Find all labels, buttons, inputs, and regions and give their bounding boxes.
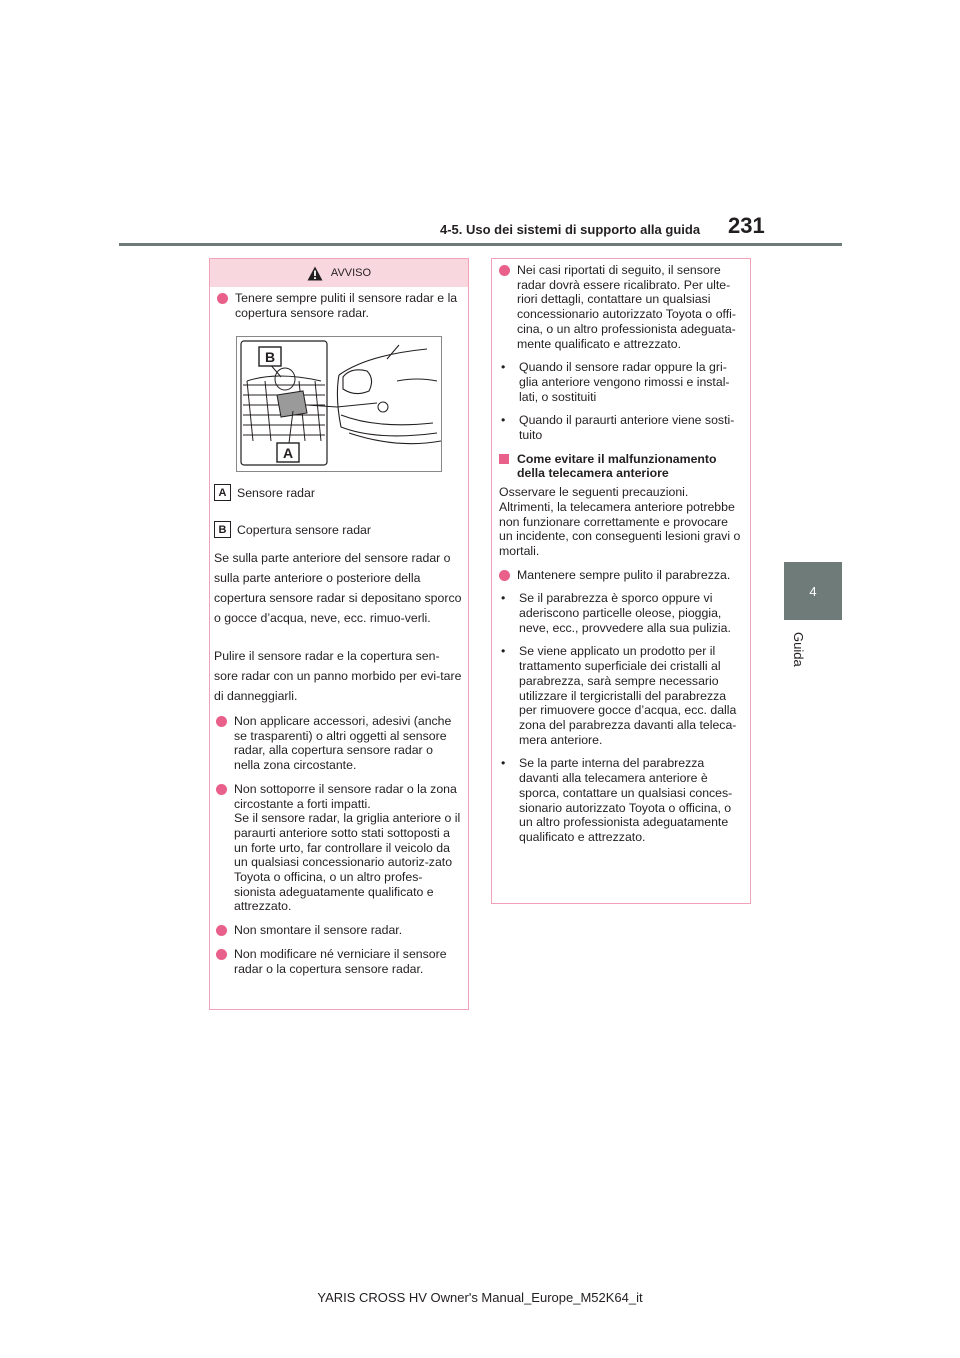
label-b: B bbox=[264, 349, 276, 365]
legend-text-a: Sensore radar bbox=[237, 485, 315, 500]
list-item: • Se la parte interna del parabrezza davanti alla telecamera anteriore è sporca, contattare un qualsiasi conces-sionario autorizzato Toyota o officina, o un altro professionista adeguatamente qualificato e attrezzato. bbox=[501, 756, 733, 844]
square-marker-icon bbox=[499, 454, 509, 464]
paragraph-clean-sensor: Se sulla parte anteriore del sensore radar o sulla parte anteriore o posteriore della copertura sensore radar si depositano sporco o gocce d’acqua, neve, ecc. rimuo-verli. bbox=[214, 551, 462, 625]
bullet-dot-icon bbox=[216, 925, 227, 936]
list-item: Non applicare accessori, adesivi (anche se trasparenti) o altri oggetti al sensore radar, alla copertura sensore radar o nella zona circostante. bbox=[216, 714, 462, 773]
list-item: Non sottoporre il sensore radar o la zona circostante a forti impatti. Se il sensore radar, la griglia anteriore o il paraurti anteriore sotto stati sottoposti a un forte urto, far controllare il veicolo da un qualsiasi concessionario autoriz-zato Toyota o officina, o un altro profes-sionista adeguatamente qualificato e attrezzato. bbox=[216, 782, 462, 914]
chapter-label: Guida bbox=[791, 632, 806, 667]
bullet-mark: • bbox=[501, 360, 506, 375]
bullet-mark: • bbox=[501, 644, 506, 659]
chapter-tab[interactable] bbox=[784, 562, 842, 620]
info-box bbox=[491, 258, 751, 904]
bullet-dot-icon bbox=[216, 784, 227, 795]
chapter-number: 4 bbox=[809, 583, 817, 599]
list-item: Non smontare il sensore radar. bbox=[216, 923, 462, 938]
legend-key-a: A bbox=[214, 484, 231, 501]
list-item: • Quando il paraurti anteriore viene sosti-tuito bbox=[501, 413, 735, 443]
section-title: 4-5. Uso dei sistemi di supporto alla guida bbox=[440, 222, 701, 237]
label-a: A bbox=[282, 445, 294, 461]
intro-paragraph: Osservare le seguenti precauzioni. Altrimenti, la telecamera anteriore potrebbe non funzionare correttamente e provocare un incidente, con conseguenti lesioni gravi o mortali. bbox=[499, 485, 741, 558]
list-item: Tenere sempre puliti il sensore radar e la copertura sensore radar. bbox=[217, 291, 461, 320]
page-number: 231 bbox=[728, 213, 765, 238]
list-item: Nei casi riportati di seguito, il sensore radar dovrà essere ricalibrato. Per ulte-riori dettagli, contattare un qualsiasi concessionario autorizzato Toyota o offi-cina, o un altro professionista adeguata-mente qualificato e attrezzato. bbox=[499, 263, 743, 351]
list-item: • Se il parabrezza è sporco oppure vi aderiscono particelle oleose, pioggia, neve, ecc., provvedere alla sua pulizia. bbox=[501, 591, 731, 635]
bullet-dot-icon bbox=[216, 949, 227, 960]
warning-title: AVVISO bbox=[330, 267, 372, 279]
bullet-dot-icon bbox=[216, 716, 227, 727]
warning-triangle-icon bbox=[307, 266, 323, 281]
legend-text-b: Copertura sensore radar bbox=[237, 522, 371, 537]
bullet-dot-icon bbox=[499, 265, 510, 276]
warning-header bbox=[210, 259, 468, 287]
radar-sensor-illustration bbox=[237, 337, 441, 471]
paragraph-wipe-sensor: Pulire il sensore radar e la copertura sen-sore radar con un panno morbido per evi-tare di danneggiarli. bbox=[214, 649, 462, 703]
header-rule bbox=[119, 243, 842, 246]
list-item: • Quando il sensore radar oppure la gri-glia anteriore vengono rimossi e instal-lati, o sostituiti bbox=[501, 360, 730, 404]
warning-list bbox=[216, 714, 462, 985]
legend-key-b: B bbox=[214, 521, 231, 538]
list-item: Mantenere sempre pulito il parabrezza. bbox=[499, 568, 743, 583]
bullet-dot-icon bbox=[217, 293, 228, 304]
list-item: Non modificare né verniciare il sensore radar o la copertura sensore radar. bbox=[216, 947, 462, 976]
footer-text: YARIS CROSS HV Owner's Manual_Europe_M52K64_it bbox=[317, 1290, 643, 1305]
bullet-mark: • bbox=[501, 756, 506, 771]
section-heading: Come evitare il malfunzionamento della telecamera anteriore bbox=[499, 452, 743, 481]
radar-sensor-figure bbox=[236, 336, 442, 472]
bullet-mark: • bbox=[501, 591, 506, 606]
list-item: • Se viene applicato un prodotto per il trattamento superficiale dei cristalli al parabrezza, sarà sempre necessario utilizzare il tergicristalli del parabrezza per rimuovere gocce d’acqua, ecc. dalla zona del parabrezza davanti alla teleca-mera anteriore. bbox=[501, 644, 737, 747]
bullet-dot-icon bbox=[499, 570, 510, 581]
legend-item-a bbox=[214, 484, 315, 501]
bullet-mark: • bbox=[501, 413, 506, 428]
legend-item-b bbox=[214, 521, 371, 538]
